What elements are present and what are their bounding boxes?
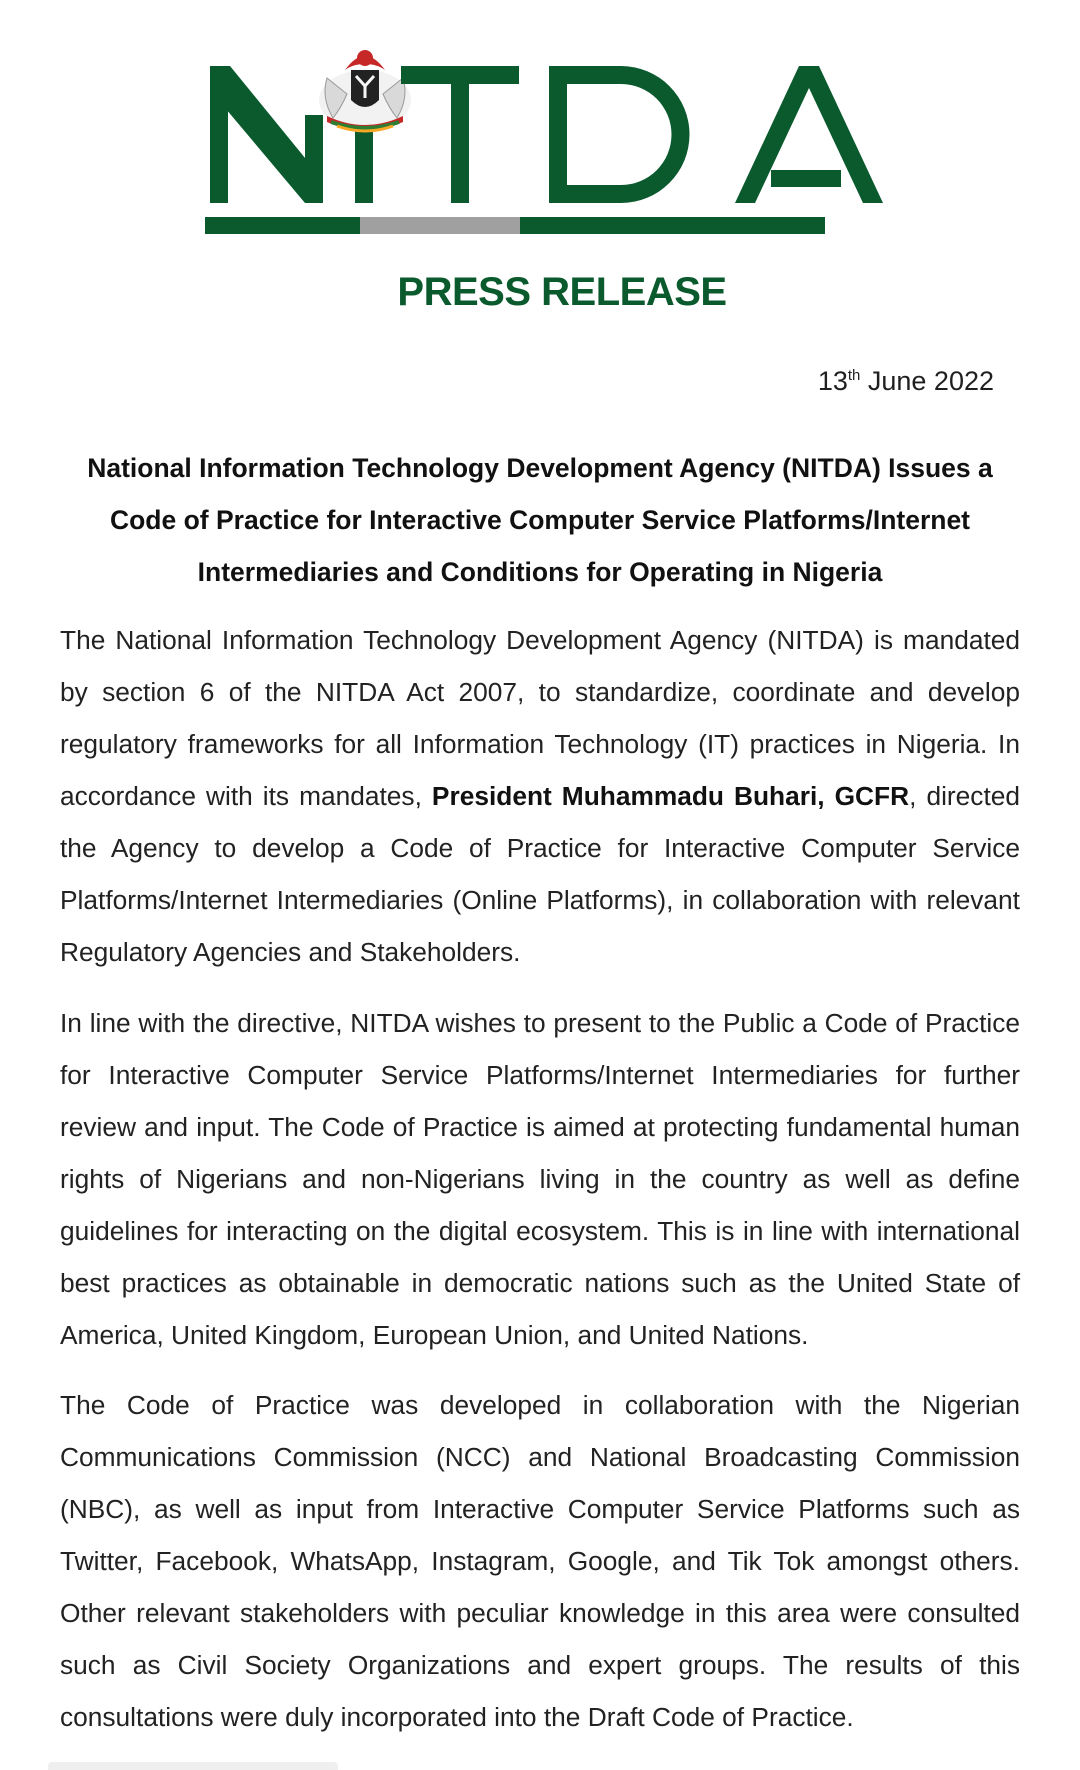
bottom-edge-bar bbox=[48, 1762, 338, 1770]
date-month-year: June 2022 bbox=[860, 366, 994, 396]
logo-letter-n bbox=[210, 66, 323, 203]
page-title: PRESS RELEASE bbox=[397, 270, 727, 314]
nitda-logo bbox=[205, 30, 905, 235]
paragraph-1-text-b: , directed the Agency to develop a Code of Practice for Interactive Computer Service Platforms/Internet Intermediaries (Online Platforms), in collaboration with relevant Regulatory Agencies and Stakeholders. bbox=[60, 781, 1020, 967]
logo-letter-a bbox=[735, 66, 883, 203]
logo-letter-d bbox=[549, 66, 690, 203]
coat-of-arms-icon bbox=[319, 50, 411, 131]
paragraph-1 bbox=[60, 614, 1020, 978]
paragraph-1-bold-name: President Muhammadu Buhari, GCFR bbox=[431, 781, 910, 811]
paragraph-3: The Code of Practice was developed in collaboration with the Nigerian Communications Commission (NCC) and National Broadcasting Commission (NBC), as well as input from Interactive Computer Service Platforms such as Twitter, Facebook, WhatsApp, Instagram, Google, and Tik Tok amongst others. Other relevant stakeholders with peculiar knowledge in this area were consulted such as Civil Society Organizations and expert groups. The results of this consultations were duly incorporated into the Draft Code of Practice. bbox=[60, 1390, 1020, 1732]
logo-underline-bar bbox=[205, 217, 825, 234]
date-suffix: th bbox=[847, 367, 861, 384]
paragraph-1-text-a: The National Information Technology Development Agency (NITDA) is mandated by section 6 of the NITDA Act 2007, to standardize, coordinate and develop regulatory frameworks for all Information Technology (IT) practices in Nigeria. In accordance with its mandates, bbox=[60, 625, 1020, 811]
paragraph-2: In line with the directive, NITDA wishes to present to the Public a Code of Practice for Interactive Computer Service Platforms/Internet Intermediaries for further review and input. The Code of Practice is aimed at protecting fundamental human rights of Nigerians and non-Nigerians living in the country as well as define guidelines for interacting on the digital ecosystem. This is in line with international best practices as obtainable in democratic nations such as the United State of America, United Kingdom, European Union, and United Nations. bbox=[60, 1008, 1020, 1350]
headline: National Information Technology Development Agency (NITDA) Issues a Code of Practice for Interactive Computer Service Platforms/Internet Intermediaries and Conditions for Operating in Nigeria bbox=[87, 453, 993, 587]
logo-letter-t bbox=[401, 66, 519, 203]
release-date bbox=[818, 366, 994, 397]
logo-letter-i bbox=[355, 125, 373, 203]
date-day: 13 bbox=[817, 366, 848, 396]
